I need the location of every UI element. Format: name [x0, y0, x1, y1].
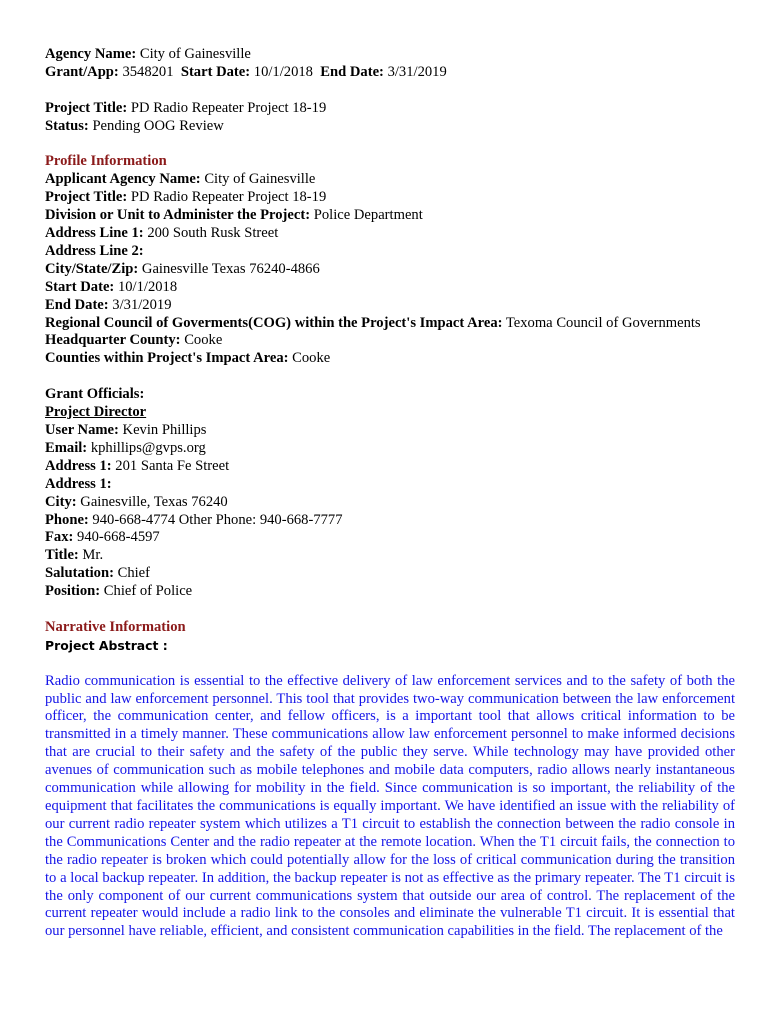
- profile-project-title-line: Project Title: PD Radio Repeater Project 18-19: [45, 189, 327, 206]
- grant-officials-heading: Grant Officials:: [45, 386, 145, 403]
- project-title-line: Project Title: PD Radio Repeater Project 18-19: [45, 99, 327, 116]
- project-abstract-text: Radio communication is essential to the effective delivery of law enforcement services and to the safety of both the public and law enforcement personnel. This tool that provides two-way communication between the law enforcement officer, the communication center, and fellow officers, is a important tool that allows critical information to be transmitted in a timely manner. These communications allow law enforcement personnel to make informed decisions that are crucial to their safety and the safety of the public they serve. While technology may have provided other avenues of communication such as mobile telephones and mobile data computers, radio allows nearly instantaneous communication while allowing for mobility in the field. Since communication is so important, the reliability of the equipment that facilitates the communications is equally important. We have identified an issue with the reliability of our current radio repeater system which utilizes a T1 circuit to establish the connection between the radio console in the Communications Center and the radio repeater at the remote location. When the T1 circuit fails, the connection to the radio repeater is broken which could potentially allow for the loss of critical communication during the transition to a local backup repeater. In addition, the backup repeater is not as effective as the primary repeater. The T1 circuit is the only component of our current communications system that outside our area of control. The replacement of the current repeater would include a radio link to the consoles and eliminate the vulnerable T1 circuit. It is essential that our personnel have reliable, efficient, and consistent communication capabilities in the field. The replacement of the: [45, 672, 735, 940]
- project-abstract-label: Project Abstract :: [45, 637, 168, 653]
- division-line: Division or Unit to Administer the Project: Police Department: [45, 207, 423, 224]
- official-address-1-line: Address 1: 201 Santa Fe Street: [45, 457, 230, 474]
- grant-document: [45, 46, 735, 941]
- address-line-2: Address Line 2:: [45, 242, 144, 259]
- address-line-1: Address Line 1: 200 South Rusk Street: [45, 225, 279, 242]
- counties-impact-line: Counties within Project's Impact Area: Cooke: [45, 350, 331, 367]
- phone-line: Phone: 940-668-4774 Other Phone: 940-668-7777: [45, 511, 343, 528]
- email-line: Email: kphillips@gvps.org: [45, 439, 206, 456]
- grant-dates-line: Grant/App: 3548201 Start Date: 10/1/2018 End Date: 3/31/2019: [45, 63, 447, 80]
- fax-line: Fax: 940-668-4597: [45, 529, 160, 546]
- profile-information-heading: Profile Information: [45, 153, 167, 170]
- position-line: Position: Chief of Police: [45, 583, 193, 600]
- user-name-line: User Name: Kevin Phillips: [45, 421, 207, 438]
- project-director-heading: Project Director: [45, 404, 147, 421]
- profile-end-date-line: End Date: 3/31/2019: [45, 296, 172, 313]
- salutation-line: Salutation: Chief: [45, 565, 151, 582]
- agency-name-line: Agency Name: City of Gainesville: [45, 46, 251, 62]
- cog-line: Regional Council of Goverments(COG) within the Project's Impact Area: Texoma Council of Governments: [45, 314, 701, 331]
- official-address-1b-line: Address 1:: [45, 475, 112, 492]
- official-city-line: City: Gainesville, Texas 76240: [45, 493, 228, 510]
- narrative-information-heading: Narrative Information: [45, 618, 186, 635]
- title-line: Title: Mr.: [45, 547, 104, 564]
- applicant-agency-line: Applicant Agency Name: City of Gainesville: [45, 171, 316, 188]
- headquarter-county-line: Headquarter County: Cooke: [45, 332, 223, 349]
- profile-start-date-line: Start Date: 10/1/2018: [45, 278, 178, 295]
- city-state-zip-line: City/State/Zip: Gainesville Texas 76240-4866: [45, 260, 320, 277]
- status-line: Status: Pending OOG Review: [45, 117, 224, 134]
